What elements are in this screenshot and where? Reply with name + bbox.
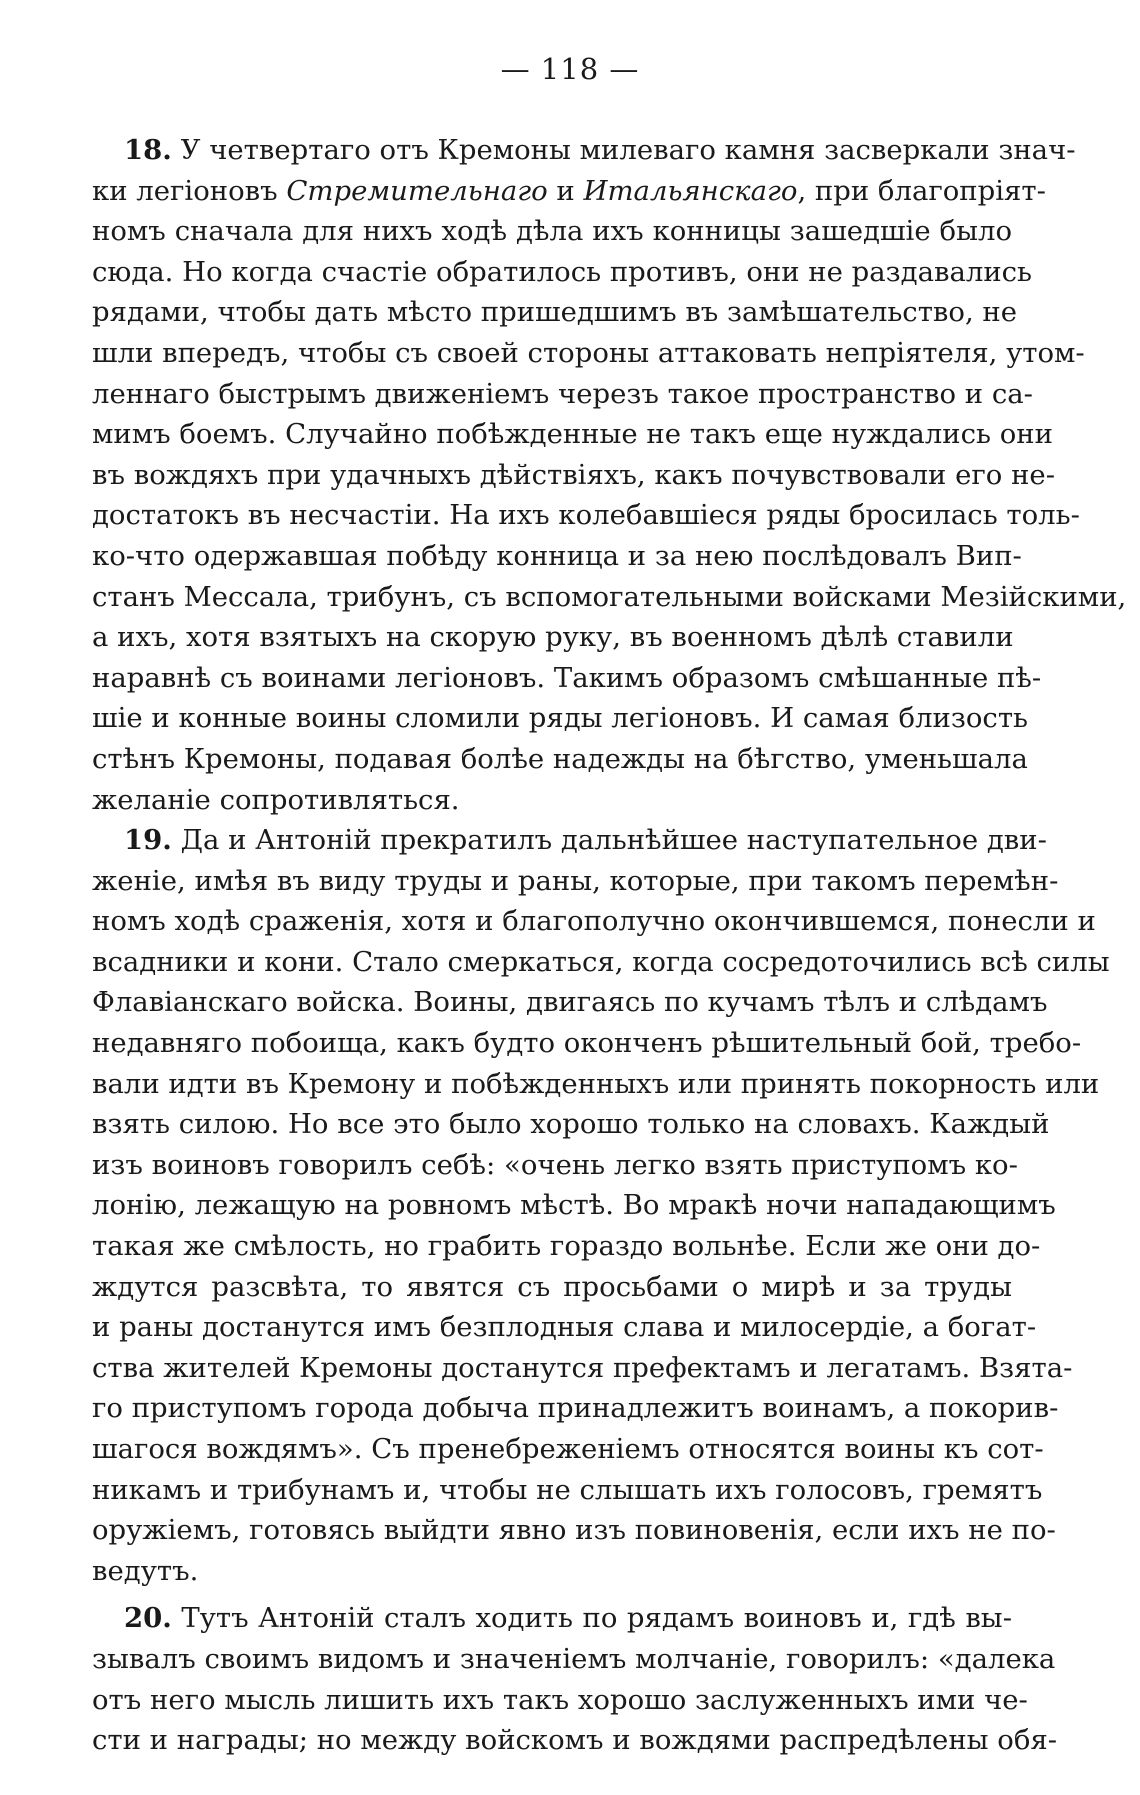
text-line: стѣнъ Кремоны, подавая болѣе надежды на бѣгство, уменьшала: [92, 742, 1028, 775]
text-line: наравнѣ съ воинами легіоновъ. Такимъ образомъ смѣшанные пѣ-: [92, 661, 1042, 694]
text-line: такая же смѣлость, но грабить гораздо вольнѣе. Если же они до-: [92, 1230, 1041, 1263]
text-line: номъ ходѣ сраженія, хотя и благополучно окончившемся, понесли и: [92, 905, 1096, 938]
paragraph-gap: [92, 1591, 1012, 1598]
text-line: ко-что одержавшая побѣду конница и за нею послѣдовалъ Вип-: [92, 539, 1022, 572]
text-line: лонію, лежащую на ровномъ мѣстѣ. Во мракѣ ночи нападающимъ: [92, 1189, 1056, 1222]
text-line: изъ воиновъ говорилъ себѣ: «очень легко взять приступомъ ко-: [92, 1148, 1018, 1181]
text-line: взять силою. Но все это было хорошо только на словахъ. Каждый: [92, 1108, 1050, 1141]
text-line: ждутся разсвѣта, то явятся съ просьбами о мирѣ и за труды: [92, 1270, 1012, 1303]
text-line: ства жителей Кремоны достанутся префектамъ и легатамъ. Взята-: [92, 1351, 1073, 1384]
text-line: рядами, чтобы дать мѣсто пришедшимъ въ замѣшательство, не: [92, 296, 1018, 329]
text-line: и раны достанутся имъ безплодныя слава и милосердіе, а богат-: [92, 1311, 1037, 1344]
text-line: номъ сначала для нихъ ходѣ дѣла ихъ конницы зашедшіе было: [92, 215, 1012, 248]
page-number: — 118 —: [500, 52, 640, 86]
text-line: ведутъ.: [92, 1554, 199, 1587]
text-line: въ вождяхъ при удачныхъ дѣйствіяхъ, какъ почувствовали его не-: [92, 458, 1055, 491]
text-line: шли впередъ, чтобы съ своей стороны аттаковать непріятеля, утом-: [92, 336, 1085, 369]
text-line: никамъ и трибунамъ и, чтобы не слышать ихъ голосовъ, гремятъ: [92, 1473, 1043, 1506]
paragraph-number: 20.: [124, 1602, 172, 1635]
text-line: оружіемъ, готовясь выйдти явно изъ повиновенія, если ихъ не по-: [92, 1514, 1056, 1547]
text-line: шагося вождямъ». Съ пренебреженіемъ относятся воины къ сот-: [92, 1433, 1044, 1465]
text-line: го приступомъ города добыча принадлежитъ воинамъ, а покорив-: [92, 1392, 1059, 1425]
paragraph-number: 18.: [124, 134, 172, 166]
paragraph-number: 19.: [124, 824, 172, 857]
legion-name: Итальянскаго: [583, 174, 798, 207]
text-line: отъ него мысль лишить ихъ такъ хорошо заслуженныхъ ими че-: [92, 1683, 1028, 1716]
text-line: мимъ боемъ. Случайно побѣжденные не такъ еще нуждались они: [92, 418, 1053, 451]
text-line: 20. Тутъ Антоній сталъ ходить по рядамъ воиновъ и, гдѣ вы-: [124, 1602, 1012, 1635]
text-line: Флавіанскаго войска. Воины, двигаясь по кучамъ тѣлъ и слѣдамъ: [92, 986, 1048, 1019]
text-line: вали идти въ Кремону и побѣжденныхъ или принять покорность или: [92, 1067, 1100, 1100]
text-line: сюда. Но когда счастіе обратилось противъ, они не раздавались: [92, 255, 1033, 288]
text-line: а ихъ, хотя взятыхъ на скорую руку, въ военномъ дѣлѣ ставили: [92, 621, 1014, 654]
text-line: желаніе сопротивляться.: [92, 783, 460, 816]
text-line: достатокъ въ несчастіи. На ихъ колебавшіеся ряды бросилась толь-: [92, 499, 1080, 532]
text-line: сти и награды; но между войскомъ и вождями распредѣлены обя-: [92, 1724, 1058, 1757]
text-line: станъ Мессала, трибунъ, съ вспомогательными войсками Мезійскими,: [92, 580, 1127, 613]
legion-name: Стремительнаго: [286, 174, 548, 207]
text-line: шіе и конные воины сломили ряды легіоновъ. И самая близость: [92, 702, 1029, 735]
text-line: 19. Да и Антоній прекратилъ дальнѣйшее наступательное дви-: [124, 824, 1047, 857]
text-line: 18. У четвертаго отъ Кремоны милеваго камня засверкали знач-: [124, 134, 1076, 166]
text-line: недавняго побоища, какъ будто оконченъ рѣшительный бой, требо-: [92, 1027, 1082, 1060]
text-line: зывалъ своимъ видомъ и значеніемъ молчаніе, говорилъ: «далека: [92, 1642, 1056, 1675]
body-text: [92, 130, 1127, 1761]
text-line: ки легіоновъ Стремительнаго и Итальянскаго, при благопріят-: [92, 174, 1046, 207]
text-line: женіе, имѣя въ виду труды и раны, которые, при такомъ перемѣн-: [92, 864, 1059, 897]
text-line: всадники и кони. Стало смеркаться, когда сосредоточились всѣ силы: [92, 945, 1110, 978]
text-line: леннаго быстрымъ движеніемъ черезъ такое пространство и са-: [92, 377, 1033, 410]
